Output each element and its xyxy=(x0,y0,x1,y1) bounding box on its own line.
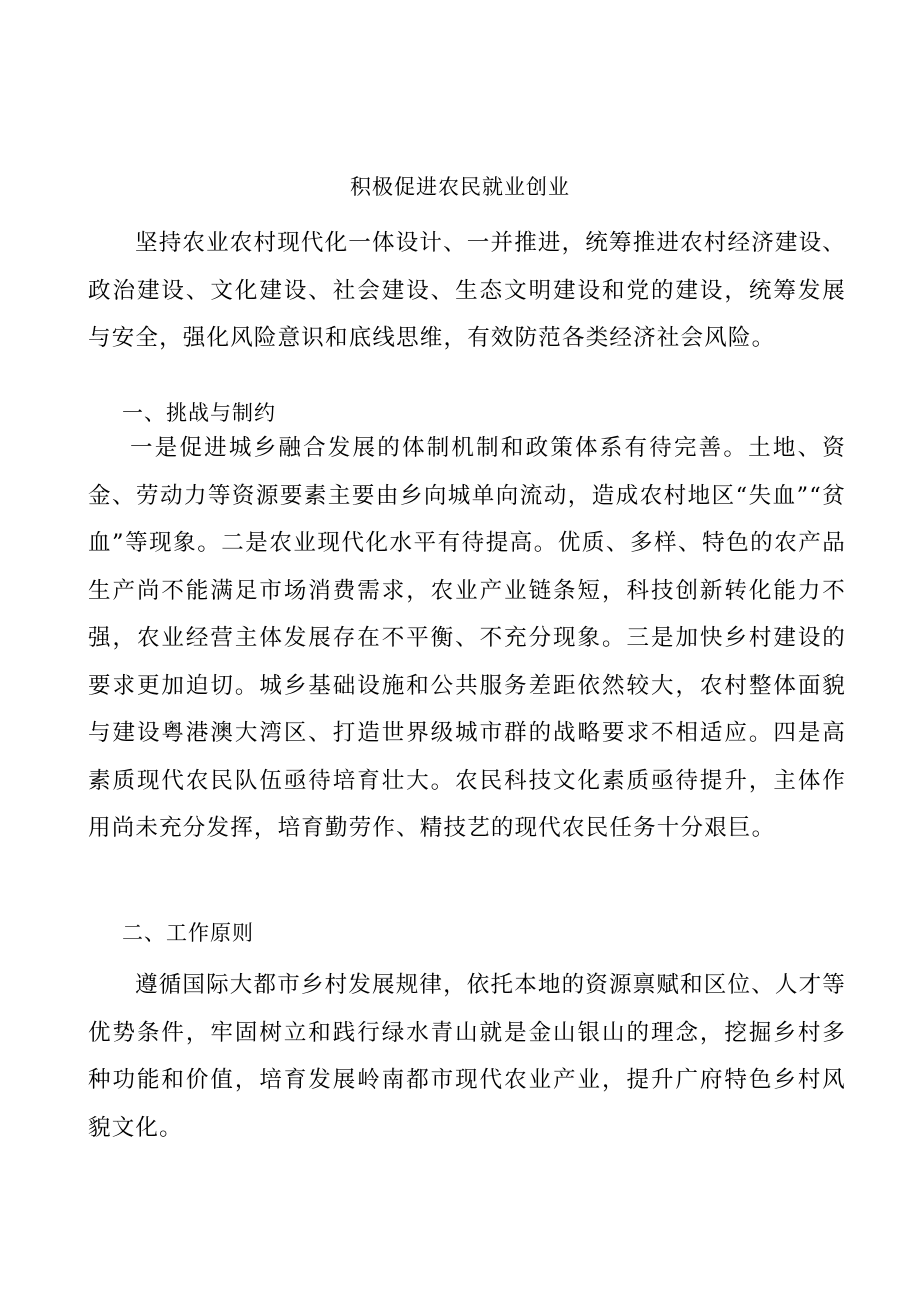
intro-paragraph: 坚持农业农村现代化一体设计、一并推进，统筹推进农村经济建设、政治建设、文化建设、社会建设、生态文明建设和党的建设，统筹发展与安全，强化风险意识和底线思维，有效防范各类经济社会风险。 xyxy=(88,230,847,351)
section-heading-principles: 二、工作原则 xyxy=(122,921,254,945)
document-title: 积极促进农民就业创业 xyxy=(350,175,570,199)
section-body-challenges: 一是促进城乡融合发展的体制机制和政策体系有待完善。土地、资金、劳动力等资源要素主要由乡向城单向流动，造成农村地区“失血”“贫血”等现象。二是农业现代化水平有待提高。优质、多样、特色的农产品生产尚不能满足市场消费需求，农业产业链条短，科技创新转化能力不强，农业经营主体发展存在不平衡、不充分现象。三是加快乡村建设的要求更加迫切。城乡基础设施和公共服务差距依然较大，农村整体面貌与建设粤港澳大湾区、打造世界级城市群的战略要求不相适应。四是高素质现代农民队伍亟待培育壮大。农民科技文化素质亟待提升，主体作用尚未充分发挥，培育勤劳作、精技艺的现代农民任务十分艰巨。 xyxy=(88,435,846,841)
section-body-principles: 遵循国际大都市乡村发展规律，依托本地的资源禀赋和区位、人才等优势条件，牢固树立和践行绿水青山就是金山银山的理念，挖掘乡村多种功能和价值，培育发展岭南都市现代农业产业，提升广府特色乡村风貌文化。 xyxy=(88,972,847,1141)
section-heading-challenges: 一、挑战与制约 xyxy=(122,401,276,425)
